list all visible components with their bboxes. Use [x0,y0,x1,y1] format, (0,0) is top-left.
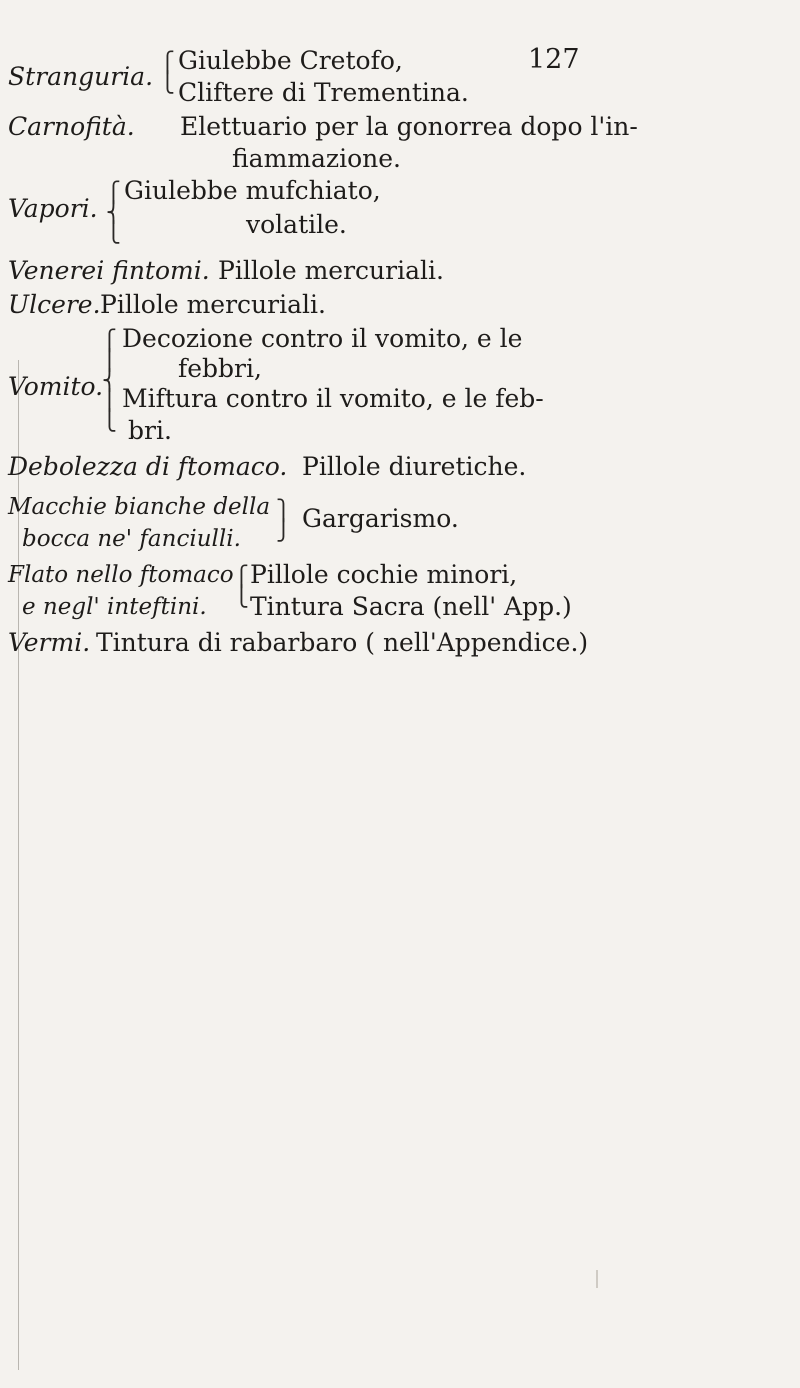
entry-keyword-carnofita: Carnofità. [8,112,135,141]
brace-vomito: ⎧ ⎪ ⎨ ⎪ ⎩ [102,328,117,432]
remedy-line: fiammazione. [232,144,401,173]
brace-stranguria: ⎧ ⎩ [160,50,175,94]
entry-keyword-vapori: Vapori. [8,194,98,223]
remedy-line: Pillole mercuriali. [100,290,326,319]
entry-keyword-macchie-cont: bocca ne' fanciulli. [22,526,241,552]
entry-keyword-vermi: Vermi. [8,628,91,657]
remedy-line: Pillole diuretiche. [302,452,527,481]
remedy-line: Pillole cochie minori, [250,560,518,589]
entry-keyword-flato-cont: e negl' inteftini. [22,594,207,620]
brace-vapori: ⎧ ⎨ ⎩ [106,180,121,244]
remedy-line: Decozione contro il vomito, e le [122,324,523,353]
entry-keyword-stranguria: Stranguria. [8,62,154,91]
remedy-line: Miftura contro il vomito, e le feb- [122,384,544,413]
entry-keyword-venerei-fintomi: Venerei fintomi. [8,256,210,285]
remedy-line: Tintura di rabarbaro ( nell'Appendice.) [96,628,589,657]
brace-macchie: ⎫ ⎭ [276,498,291,542]
remedy-line: Cliftere di Trementina. [178,78,469,107]
page-number: 127 [528,44,580,75]
entry-keyword-vomito: Vomito. [8,372,104,401]
remedy-line: Pillole mercuriali. [218,256,444,285]
remedy-line: febbri, [178,354,262,383]
page-mark [596,1270,598,1288]
remedy-line: Tintura Sacra (nell' App.) [250,592,572,621]
remedy-line: Elettuario per la gonorrea dopo l'in- [180,112,638,141]
entry-keyword-ulcere: Ulcere. [8,290,101,319]
entry-keyword-debolezza: Debolezza di ftomaco. [8,452,288,481]
remedy-line: bri. [128,416,172,445]
remedy-line: Giulebbe Cretofo, [178,46,403,75]
remedy-line: volatile. [246,210,347,239]
entry-keyword-flato: Flato nello ftomaco [8,562,234,588]
remedy-line: Gargarismo. [302,504,459,533]
remedy-line: Giulebbe mufchiato, [124,176,381,205]
entry-keyword-macchie: Macchie bianche della [8,494,271,520]
brace-flato: ⎧ ⎩ [234,564,249,608]
